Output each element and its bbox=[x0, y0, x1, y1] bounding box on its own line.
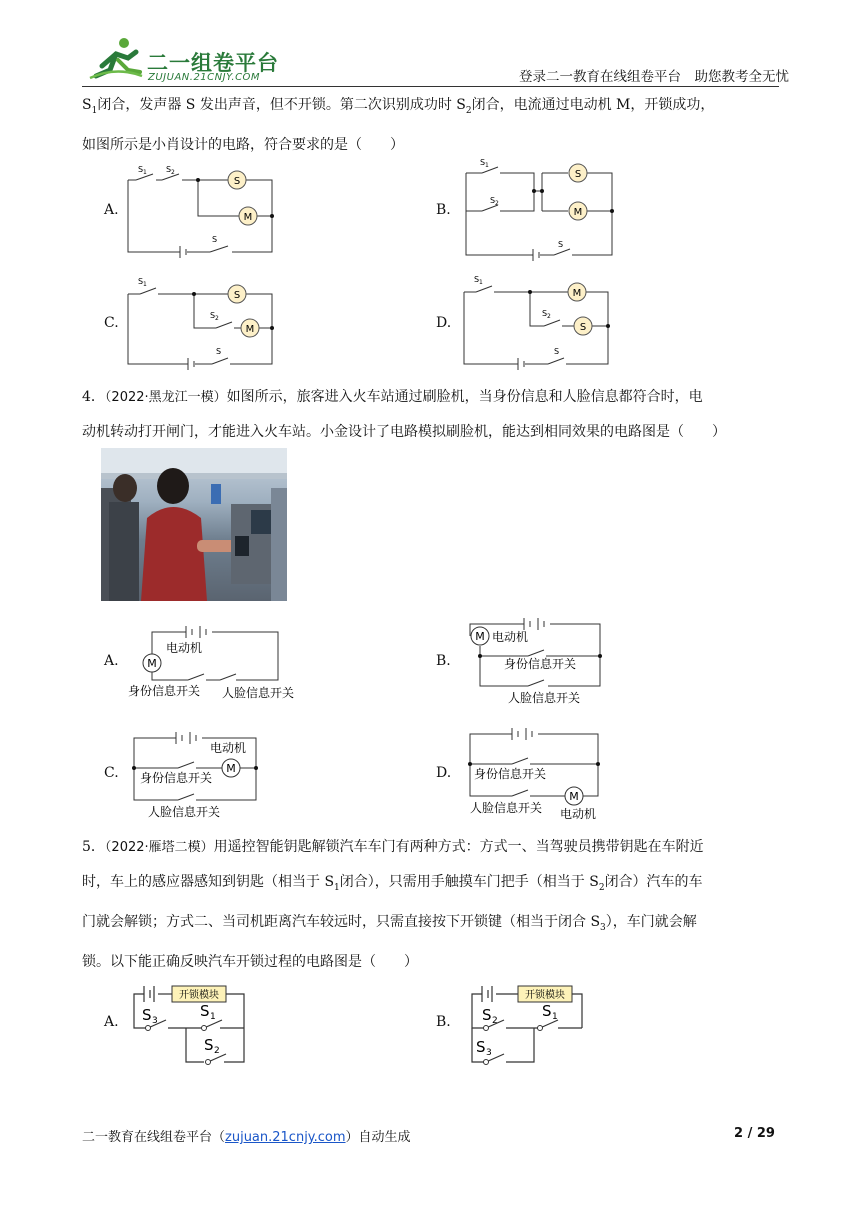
q3-line1: $S_1$闭合，发声器 S 发出声音，但不开锁。第二次识别成功时 $S_2$闭合，电流通过电动机 M，开锁成功， bbox=[82, 97, 715, 116]
svg-text:S: S bbox=[210, 311, 216, 320]
header-divider bbox=[82, 86, 779, 87]
svg-text:S: S bbox=[216, 347, 222, 356]
svg-text:S: S bbox=[554, 347, 560, 356]
svg-text:M: M bbox=[147, 657, 157, 670]
svg-text:S: S bbox=[542, 309, 548, 318]
svg-text:2: 2 bbox=[547, 313, 551, 320]
svg-text:S: S bbox=[233, 290, 241, 301]
q5-circuit-a bbox=[128, 972, 258, 1070]
svg-text:S: S bbox=[476, 1038, 486, 1056]
q4-line1: 4．（2022·黑龙江一模）如图所示，旅客进入火车站通过刷脸机，当身份信息和人脸信息都符合时，电 bbox=[82, 389, 703, 405]
svg-text:S: S bbox=[138, 277, 144, 286]
footer-source: 二一教育在线组卷平台（zujuan.21cnjy.com）自动生成 bbox=[82, 1130, 411, 1145]
svg-text:S: S bbox=[579, 322, 587, 333]
q3-text bbox=[82, 88, 782, 162]
header-slogan: 登录二一教育在线组卷平台 助您教考全无忧 bbox=[519, 69, 789, 85]
svg-text:1: 1 bbox=[210, 1012, 216, 1022]
svg-text:身份信息开关: 身份信息开关 bbox=[474, 767, 547, 781]
svg-text:1: 1 bbox=[479, 279, 483, 286]
face-switch-text: 人脸信息开关 bbox=[222, 686, 295, 700]
svg-text:M: M bbox=[245, 324, 255, 335]
q4-circuit-a bbox=[128, 620, 308, 705]
q3-line2: 如图所示是小肖设计的电路，符合要求的是（ ） bbox=[82, 136, 404, 153]
svg-text:2: 2 bbox=[492, 1016, 498, 1026]
q3-circuit-a bbox=[120, 160, 280, 260]
q4-option-d-label[interactable]: D. bbox=[436, 765, 452, 781]
svg-text:S: S bbox=[474, 275, 480, 284]
svg-text:身份信息开关: 身份信息开关 bbox=[504, 657, 577, 671]
svg-text:S: S bbox=[142, 1006, 152, 1024]
svg-text:S: S bbox=[204, 1036, 214, 1054]
q3-circuit-d bbox=[458, 272, 618, 372]
q5-line2: 时，车上的感应器感知到钥匙（相当于 $S_1$闭合），只需用手触摸车门把手（相当于 $S_2$闭合）汽车的车 bbox=[82, 874, 703, 893]
svg-text:人脸信息开关: 人脸信息开关 bbox=[470, 801, 543, 815]
svg-text:1: 1 bbox=[143, 169, 147, 176]
svg-text:2: 2 bbox=[215, 315, 219, 322]
svg-text:S: S bbox=[542, 1002, 552, 1020]
id-switch-text: 身份信息开关 bbox=[128, 684, 201, 698]
header bbox=[0, 0, 860, 92]
q3-option-a-label[interactable]: A. bbox=[104, 202, 119, 218]
q5-circuit-b bbox=[464, 972, 594, 1070]
logo-runner-icon bbox=[88, 36, 144, 80]
page-number: 2 / 29 bbox=[734, 1126, 775, 1141]
svg-text:M: M bbox=[573, 207, 583, 218]
q4-option-b-label[interactable]: B. bbox=[436, 653, 451, 669]
q3-option-d-label[interactable]: D. bbox=[436, 315, 452, 331]
svg-text:S: S bbox=[166, 165, 172, 174]
footer-link[interactable]: zujuan.21cnjy.com bbox=[225, 1130, 346, 1145]
q4-station-photo bbox=[101, 448, 287, 601]
q4-circuit-b bbox=[464, 616, 614, 708]
svg-text:人脸信息开关: 人脸信息开关 bbox=[148, 805, 221, 819]
svg-text:2: 2 bbox=[171, 169, 175, 176]
svg-text:电动机: 电动机 bbox=[210, 741, 247, 755]
svg-text:2: 2 bbox=[214, 1046, 220, 1056]
svg-text:S: S bbox=[200, 1002, 210, 1020]
sounder-label: S bbox=[233, 176, 241, 187]
logo-subtitle: ZUJUAN.21CNJY.COM bbox=[148, 72, 261, 83]
svg-text:身份信息开关: 身份信息开关 bbox=[140, 771, 213, 785]
q4-circuit-d bbox=[466, 724, 606, 824]
q5-line4: 锁。以下能正确反映汽车开锁过程的电路图是（ ） bbox=[82, 953, 418, 970]
q4-circuit-c bbox=[130, 724, 270, 820]
svg-text:S: S bbox=[490, 196, 496, 205]
svg-text:3: 3 bbox=[486, 1048, 492, 1058]
svg-text:S: S bbox=[574, 169, 582, 180]
q4-option-a-label[interactable]: A. bbox=[104, 653, 119, 669]
q4-option-c-label[interactable]: C. bbox=[104, 765, 119, 781]
svg-text:1: 1 bbox=[552, 1012, 558, 1022]
svg-text:人脸信息开关: 人脸信息开关 bbox=[508, 691, 581, 705]
q3-circuit-c bbox=[120, 272, 280, 372]
svg-text:电动机: 电动机 bbox=[492, 630, 529, 644]
motor-label: M bbox=[243, 212, 253, 223]
q4-line2: 动机转动打开闸门，才能进入火车站。小金设计了电路模拟刷脸机，能达到相同效果的电路图是（ ） bbox=[82, 424, 726, 440]
svg-text:电动机: 电动机 bbox=[560, 807, 597, 821]
svg-text:M: M bbox=[475, 630, 485, 643]
unlock-module-label: 开锁模块 bbox=[179, 990, 219, 1001]
q5-line3: 门就会解锁；方式二、当司机距离汽车较远时，只需直接按下开锁键（相当于闭合 $S_3$），车门就会解 bbox=[82, 913, 697, 933]
q5-line1: 5．（2022·雁塔二模）用遥控智能钥匙解锁汽车车门有两种方式：方式一、当驾驶员携带钥匙在车附近 bbox=[82, 839, 704, 855]
logo-text: 二一组卷平台 bbox=[147, 51, 279, 75]
svg-text:S: S bbox=[212, 235, 218, 244]
q3-option-c-label[interactable]: C. bbox=[104, 315, 119, 331]
svg-text:S: S bbox=[558, 240, 564, 249]
svg-text:开锁模块: 开锁模块 bbox=[525, 990, 565, 1001]
motor-text: 电动机 bbox=[166, 641, 203, 655]
svg-text:M: M bbox=[569, 790, 579, 803]
q5-text bbox=[82, 830, 782, 979]
svg-text:S: S bbox=[480, 158, 486, 167]
svg-text:M: M bbox=[572, 288, 582, 299]
q5-option-a-label[interactable]: A. bbox=[104, 1014, 119, 1030]
q4-text bbox=[82, 380, 782, 449]
q5-option-b-label[interactable]: B. bbox=[436, 1014, 451, 1030]
q3-option-b-label[interactable]: B. bbox=[436, 202, 451, 218]
svg-text:M: M bbox=[226, 762, 236, 775]
svg-text:S: S bbox=[138, 165, 144, 174]
svg-text:1: 1 bbox=[143, 281, 147, 288]
svg-text:1: 1 bbox=[485, 162, 489, 169]
svg-text:2: 2 bbox=[495, 200, 499, 207]
svg-text:3: 3 bbox=[152, 1016, 158, 1026]
svg-text:S: S bbox=[482, 1006, 492, 1024]
q3-circuit-b bbox=[458, 155, 618, 265]
